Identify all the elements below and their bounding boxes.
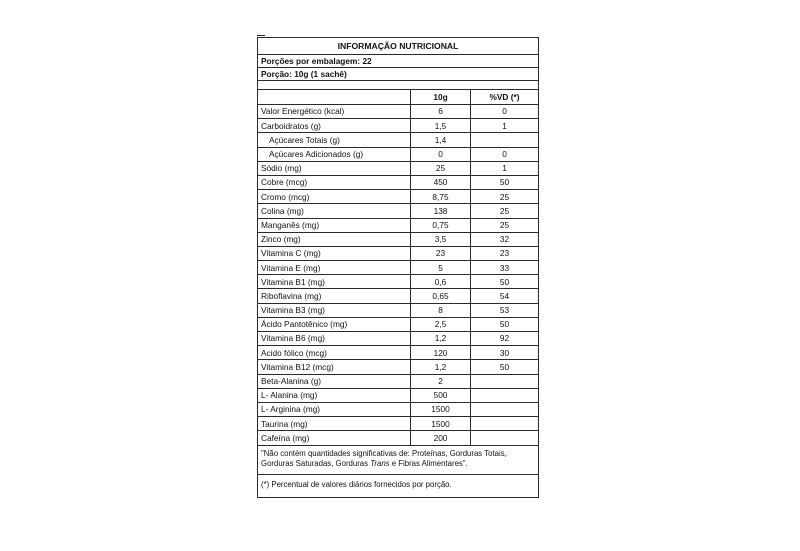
nutrient-name: Taurina (mg)	[258, 417, 411, 430]
table-row	[258, 176, 538, 190]
table-row	[258, 247, 538, 261]
nutrient-amount: 120	[411, 346, 471, 359]
table-row	[258, 190, 538, 204]
table-row	[258, 332, 538, 346]
nutrient-name: Zinco (mg)	[258, 233, 411, 246]
nutrient-vd: 30	[499, 347, 510, 358]
header-amount: 10g	[411, 90, 471, 104]
footnote-vd: (*) Percentual de valores diários fornecidos por porção.	[261, 479, 452, 489]
nutrient-name: Vitamina C (mg)	[258, 247, 411, 260]
nutrient-vd	[471, 133, 538, 146]
nutrient-name: Açúcares Adicionados (g)	[258, 148, 411, 161]
nutrient-amount: 200	[411, 431, 471, 444]
nutrient-vd: 0	[502, 149, 507, 159]
table-row	[258, 389, 538, 403]
nutrient-vd	[471, 389, 538, 402]
table-row	[258, 431, 538, 445]
nutrient-amount: 1,4	[411, 133, 471, 146]
nutrient-vd: 23	[499, 248, 510, 259]
nutrient-vd: 33	[499, 262, 510, 273]
footnote-trans: Trans	[370, 459, 390, 468]
nutrient-amount: 1500	[411, 417, 471, 430]
nutrient-name: Carboidratos (g)	[258, 119, 411, 132]
table-row	[258, 403, 538, 417]
nutrient-name: Vitamina E (mg)	[258, 261, 411, 274]
table-row	[258, 105, 538, 119]
nutrient-name: Vitamina B6 (mg)	[258, 332, 411, 345]
nutrient-vd: 1	[502, 163, 507, 174]
nutrient-vd: 25	[499, 191, 510, 202]
corner-tick	[257, 35, 265, 36]
nutrient-name: Acido fólico (mcg)	[258, 346, 411, 359]
nutrient-amount: 2	[411, 375, 471, 388]
nutrient-rows	[258, 105, 538, 446]
header-vd: %VD (*)	[489, 91, 520, 102]
nutrient-amount: 1500	[411, 403, 471, 416]
nutrient-name: L- Alanina (mg)	[258, 389, 411, 402]
table-row	[258, 417, 538, 431]
table-row	[258, 233, 538, 247]
table-row	[258, 304, 538, 318]
nutrient-name: Valor Energético (kcal)	[258, 105, 411, 118]
table-row	[258, 133, 538, 147]
nutrient-vd	[471, 403, 538, 416]
nutrient-vd: 50	[499, 276, 510, 287]
nutrient-amount: 6	[411, 105, 471, 118]
nutrient-amount: 23	[411, 247, 471, 260]
nutrient-amount: 8,75	[411, 190, 471, 203]
nutrient-amount: 2,5	[411, 318, 471, 331]
nutrient-name: Vitamina B3 (mg)	[258, 304, 411, 317]
nutrient-amount: 450	[411, 176, 471, 189]
footnote-text-b: e Fibras Alimentares".	[389, 459, 468, 468]
nutrient-vd: 54	[499, 290, 510, 301]
nutrient-vd: 92	[499, 333, 510, 344]
nutrient-name: L- Arginina (mg)	[258, 403, 411, 416]
table-row	[258, 375, 538, 389]
nutrient-vd: 53	[499, 305, 510, 316]
nutrient-vd	[471, 431, 538, 444]
footnote-not-significant	[258, 446, 538, 475]
nutrient-amount: 500	[411, 389, 471, 402]
nutrient-name: Açúcares Totais (g)	[258, 133, 411, 146]
nutrient-name: Vitamina B12 (mcg)	[258, 360, 411, 373]
nutrient-name: Manganês (mg)	[258, 219, 411, 232]
nutrition-label	[257, 37, 539, 498]
nutrient-name: Ácido Pantotênico (mg)	[258, 318, 411, 331]
table-row	[258, 119, 538, 133]
nutrient-vd: 25	[499, 205, 510, 216]
nutrient-amount: 138	[411, 204, 471, 217]
table-row	[258, 162, 538, 176]
table-header	[258, 90, 538, 105]
nutrient-vd: 50	[499, 361, 510, 372]
nutrient-vd: 50	[499, 319, 510, 330]
nutrient-vd: 0	[502, 106, 507, 117]
table-row	[258, 289, 538, 303]
nutrient-amount: 0,75	[411, 219, 471, 232]
nutrient-name: Cafeína (mg)	[258, 431, 411, 444]
nutrient-name: Cobre (mcg)	[258, 176, 411, 189]
nutrient-vd	[471, 375, 538, 388]
table-row	[258, 318, 538, 332]
nutrient-vd: 25	[499, 219, 510, 230]
table-row	[258, 346, 538, 360]
nutrient-name: Riboflavina (mg)	[258, 289, 411, 302]
nutrient-amount: 5	[411, 261, 471, 274]
nutrient-amount: 1,2	[411, 332, 471, 345]
nutrient-amount: 1,5	[411, 119, 471, 132]
nutrient-name: Colina (mg)	[258, 204, 411, 217]
nutrient-vd: 50	[499, 177, 510, 188]
spacer-row	[258, 81, 538, 90]
nutrient-amount: 8	[411, 304, 471, 317]
table-row	[258, 360, 538, 374]
nutrient-name: Sódio (mg)	[258, 162, 411, 175]
nutrient-vd: 1	[502, 120, 507, 131]
table-row	[258, 148, 538, 162]
table-row	[258, 204, 538, 218]
table-row	[258, 261, 538, 275]
nutrient-name: Cromo (mcg)	[258, 190, 411, 203]
table-row	[258, 219, 538, 233]
nutrient-amount: 1,2	[411, 360, 471, 373]
nutrient-name: Beta-Alanina (g)	[258, 375, 411, 388]
nutrient-amount: 0,6	[411, 275, 471, 288]
table-row	[258, 275, 538, 289]
nutrient-amount: 25	[411, 162, 471, 175]
nutrient-amount: 0	[411, 148, 471, 161]
servings-per-package: Porções por embalagem: 22	[258, 55, 538, 68]
nutrient-amount: 3,5	[411, 233, 471, 246]
nutrient-vd: 32	[499, 234, 510, 245]
nutrient-vd	[471, 417, 538, 430]
footnote-text-a: "Não contém quantidades significativas de: Proteínas, Gorduras Totais, Gorduras Saturadas, Gorduras	[261, 448, 507, 468]
portion-size: Porção: 10g (1 sachê)	[258, 68, 538, 81]
header-name	[258, 90, 411, 104]
nutrient-name: Vitamina B1 (mg)	[258, 275, 411, 288]
nutrient-amount: 0,65	[411, 289, 471, 302]
label-title: INFORMAÇÃO NUTRICIONAL	[258, 38, 538, 55]
